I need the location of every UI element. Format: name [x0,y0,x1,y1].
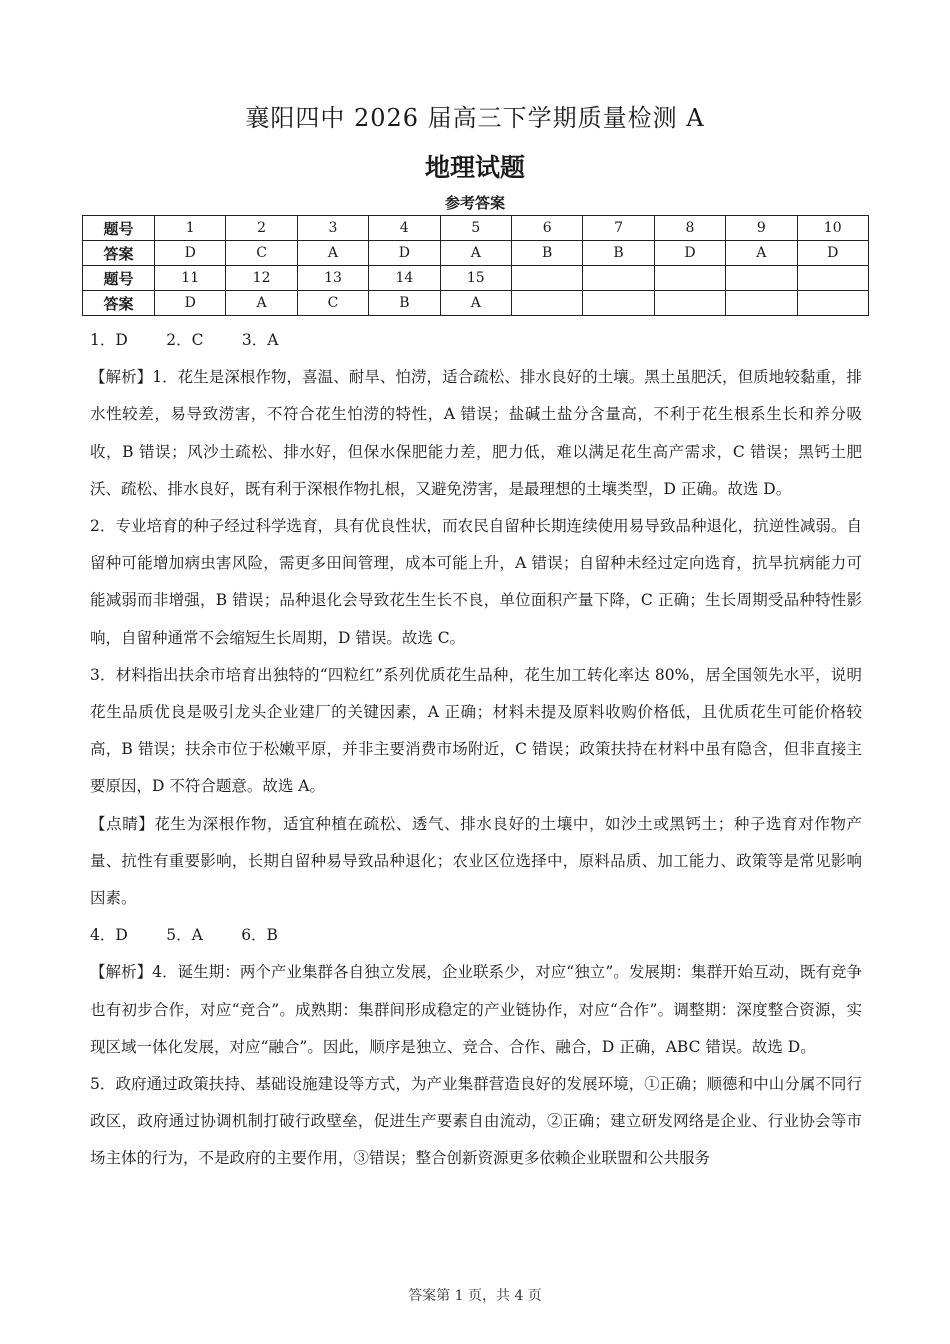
explanation-paragraph: 3．材料指出扶余市培育出独特的“四粒红”系列优质花生品种，花生加工转化率达 80%，居全国领先水平，说明花生品质优良是吸引龙头企业建厂的关键因素，A 正确；材料未提及原料收购价格低，且优质花生可能价格较高，B 错误；扶余市位于松嫩平原，并非主要消费市场附近，C 错误；政策扶持在材料中虽有隐含，但非直接主要原因，D 不符合题意。故选 A。 [90,665,862,796]
answer-cell: C [297,291,368,316]
answer-cell: A [440,241,511,266]
answer-line: 1．D 2．C 3．A [90,331,279,349]
answer-cell: D [155,241,226,266]
question-number-cell [511,266,582,291]
answer-cell: D [797,241,868,266]
question-number-cell: 9 [726,216,797,241]
answer-heading: 参考答案 [444,194,505,212]
question-number-cell: 6 [511,216,582,241]
question-number-cell: 7 [583,216,654,241]
answer-cell [797,291,868,316]
question-number-cell [726,266,797,291]
answer-cell: A [440,291,511,316]
answer-cell: D [369,241,440,266]
question-number-cell: 11 [155,266,226,291]
explanation-paragraph: 2．专业培育的种子经过科学选育，具有优良性状，而农民自留种长期连续使用易导致品种退化，抗逆性减弱。自留种可能增加病虫害风险，需更多田间管理，成本可能上升，A 错误；自留种未经过定向选育，抗旱抗病能力可能减弱而非增强，B 错误；品种退化会导致花生生长不良，单位面积产量下降，C 正确；生长周期受品种特性影响，自留种通常不会缩短生长周期，D 错误。故选 C。 [90,517,862,647]
question-number-cell: 3 [297,216,368,241]
solution-content [90,322,862,1178]
answer-cell [654,291,725,316]
answer-cell: B [511,241,582,266]
row-header-cell: 答案 [83,291,155,316]
answer-cell: A [297,241,368,266]
question-number-row [83,266,869,291]
question-number-cell: 14 [369,266,440,291]
answer-cell: D [155,291,226,316]
question-number-cell: 10 [797,216,868,241]
question-number-cell: 5 [440,216,511,241]
answer-cell: B [583,241,654,266]
question-number-cell: 4 [369,216,440,241]
question-number-row [83,216,869,241]
answer-cell [583,291,654,316]
question-number-cell [797,266,868,291]
question-number-cell: 15 [440,266,511,291]
answer-row [83,241,869,266]
question-number-cell [583,266,654,291]
answer-cell: D [654,241,725,266]
page-footer: 答案第 1 页，共 4 页 [408,1288,542,1304]
answer-cell: B [369,291,440,316]
question-number-cell: 13 [297,266,368,291]
question-number-cell [654,266,725,291]
row-header-cell: 题号 [83,216,155,241]
row-header-cell: 答案 [83,241,155,266]
question-number-cell: 8 [654,216,725,241]
page-title: 襄阳四中 2026 届高三下学期质量检测 A [245,104,705,132]
answer-table [82,215,869,316]
explanation-paragraph: 【点睛】花生为深根作物，适宜种植在疏松、透气、排水良好的土壤中，如沙土或黑钙土；种子选育对作物产量、抗性有重要影响，长期自留种易导致品种退化；农业区位选择中，原料品质、加工能力、政策等是常见影响因素。 [90,814,862,908]
question-number-cell: 12 [226,266,297,291]
answer-cell: A [226,291,297,316]
answer-row [83,291,869,316]
row-header-cell: 题号 [83,266,155,291]
explanation-paragraph: 【解析】1．花生是深根作物，喜温、耐旱、怕涝，适合疏松、排水良好的土壤。黑土虽肥沃，但质地较黏重，排水性较差，易导致涝害，不符合花生怕涝的特性，A 错误；盐碱土盐分含量高，不利于花生根系生长和养分吸收，B 错误；风沙土疏松、排水好，但保水保肥能力差，肥力低，难以满足花生高产需求，C 错误；黑钙土肥沃、疏松、排水良好，既有利于深根作物扎根，又避免涝害，是最理想的土壤类型，D 正确。故选 D。 [90,368,862,498]
explanation-paragraph: 【解析】4．诞生期：两个产业集群各自独立发展，企业联系少，对应“独立”。发展期：集群开始互动，既有竞争也有初步合作，对应“竞合”。成熟期：集群间形成稳定的产业链协作，对应“合作”。调整期：深度整合资源，实现区域一体化发展，对应“融合”。因此，顺序是独立、竞合、合作、融合，D 正确，ABC 错误。故选 D。 [90,963,862,1056]
subject-title: 地理试题 [424,153,525,182]
answer-cell: C [226,241,297,266]
answer-line: 4．D 5．A 6．B [90,926,278,945]
answer-cell: A [726,241,797,266]
answer-cell [511,291,582,316]
explanation-paragraph: 5．政府通过政策扶持、基础设施建设等方式，为产业集群营造良好的发展环境，①正确；顺德和中山分属不同行政区，政府通过协调机制打破行政壁垒，促进生产要素自由流动，②正确；建立研发网络是企业、行业协会等市场主体的行为，不是政府的主要作用，③错误；整合创新资源更多依赖企业联盟和公共服务 [90,1075,862,1168]
answer-cell [726,291,797,316]
question-number-cell: 2 [226,216,297,241]
question-number-cell: 1 [155,216,226,241]
